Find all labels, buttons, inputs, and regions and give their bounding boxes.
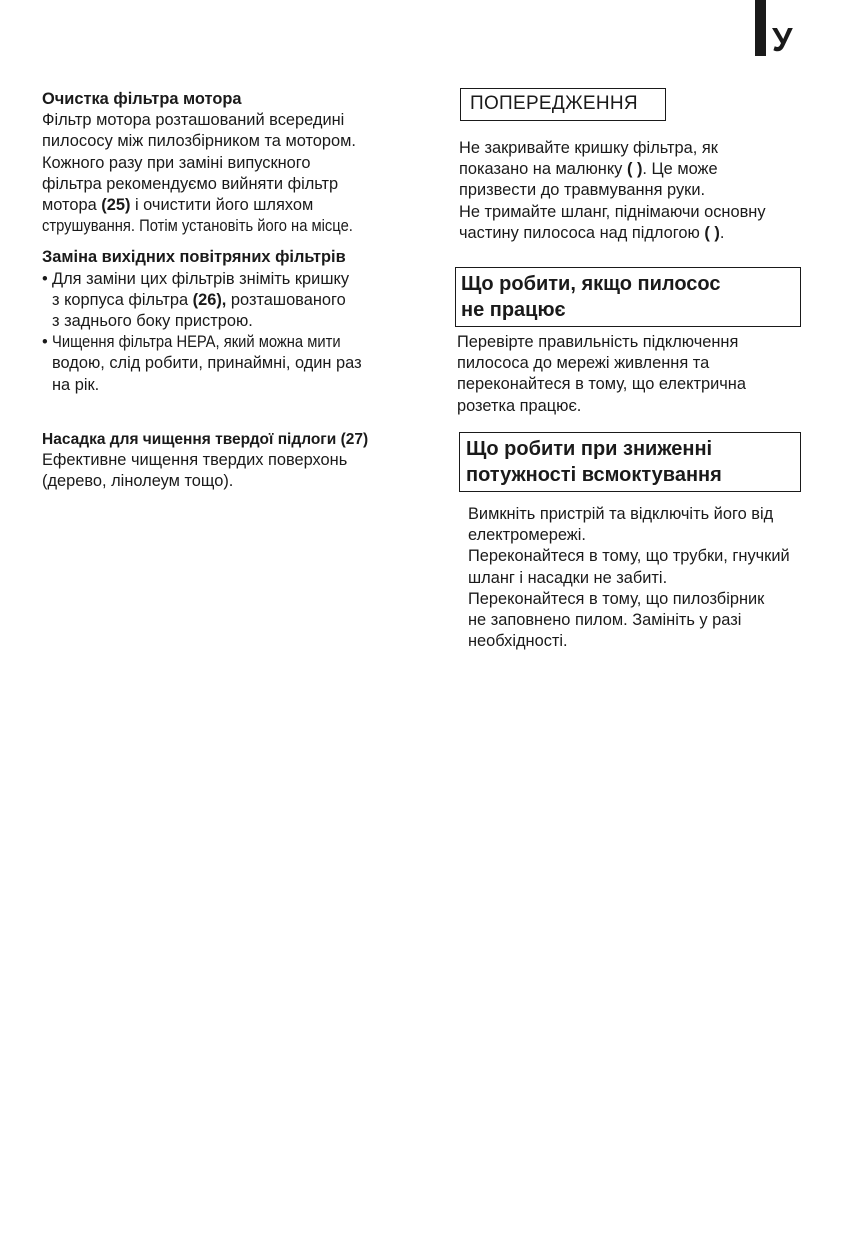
exhaust-filters-section <box>42 247 402 395</box>
bullet-item: • Чищення фільтра HEPA, який можна мити водою, слід робити, принаймні, один раз на рік. <box>42 333 362 394</box>
paragraph-line: необхідності. <box>468 632 568 651</box>
bullet-item: • Для заміни цих фільтрів зніміть кришку з корпуса фільтра (26), розташованого з заднього боку пристрою. <box>42 269 350 331</box>
paragraph-line: Вимкніть пристрій та відключіть його від <box>468 505 774 523</box>
motor-filter-section <box>42 89 402 237</box>
paragraph-line: не заповнено пилом. Замініть у разі <box>468 611 742 630</box>
paragraph-line: шланг і насадки не забиті. <box>468 568 668 587</box>
low-suction-text <box>468 504 848 652</box>
section-title: Заміна вихідних повітряних фільтрів <box>42 248 346 267</box>
bullet-dot: • <box>42 269 48 288</box>
left-column <box>42 89 402 492</box>
bullet-dot: • <box>42 333 48 352</box>
paragraph-line: призвести до травмування руки. <box>459 181 706 200</box>
paragraph-line: частину пилососа над підлогою ( ). <box>459 223 725 242</box>
paragraph-line: Кожного разу при заміні випускного <box>42 153 311 172</box>
figure-reference: ( ) <box>704 223 720 242</box>
low-suction-title: Що робити при зниженні потужності всмоктування <box>466 438 722 486</box>
warning-title: ПОПЕРЕДЖЕННЯ <box>470 93 638 114</box>
paragraph-line: струшування. Потім установіть його на місце. <box>42 217 353 236</box>
section-title: Насадка для чищення твердої підлоги (27) <box>42 430 369 448</box>
warning-text <box>459 138 839 244</box>
paragraph-line: Ефективне чищення твердих поверхонь <box>42 451 348 470</box>
not-working-title-box <box>455 267 801 327</box>
paragraph-line: Переконайтеся в тому, що трубки, гнучкий <box>468 547 790 566</box>
paragraph-line: переконайтеся в тому, що електрична <box>457 375 746 394</box>
paragraph-line: Переконайтеся в тому, що пилозбірник <box>468 589 765 608</box>
paragraph-line: Не закривайте кришку фільтра, як <box>459 139 718 157</box>
paragraph-line: Фільтр мотора розташований всередині <box>42 111 345 130</box>
low-suction-title-box <box>459 432 801 492</box>
figure-reference: ( ) <box>626 160 643 179</box>
paragraph-line: фільтра рекомендуємо вийняти фільтр <box>42 174 339 193</box>
paragraph-line: Перевірте правильність підключення <box>457 333 739 351</box>
not-working-title: Що робити, якщо пилосос не працює <box>461 273 721 321</box>
figure-reference: (26), <box>192 290 227 309</box>
figure-reference: (25) <box>101 196 131 215</box>
section-title: Очистка фільтра мотора <box>42 90 242 108</box>
paragraph-line: (дерево, лінолеум тощо). <box>42 472 234 491</box>
paragraph-line: Не тримайте шланг, піднімаючи основну <box>459 202 766 221</box>
floor-nozzle-section <box>42 429 402 493</box>
not-working-text <box>457 332 837 417</box>
language-tab-bar <box>755 0 766 56</box>
paragraph-line: електромережі. <box>468 526 586 545</box>
paragraph-line: пилососа до мережі живлення та <box>457 354 710 373</box>
paragraph-line: мотора (25) і очистити його шляхом <box>42 196 314 215</box>
paragraph-line: розетка працює. <box>457 396 582 415</box>
paragraph-line: пилососу між пилозбірником та мотором. <box>42 132 356 151</box>
warning-title-box <box>460 88 666 121</box>
paragraph-line: показано на малюнку ( ). Це може <box>459 160 718 179</box>
language-marker: У <box>772 21 793 58</box>
